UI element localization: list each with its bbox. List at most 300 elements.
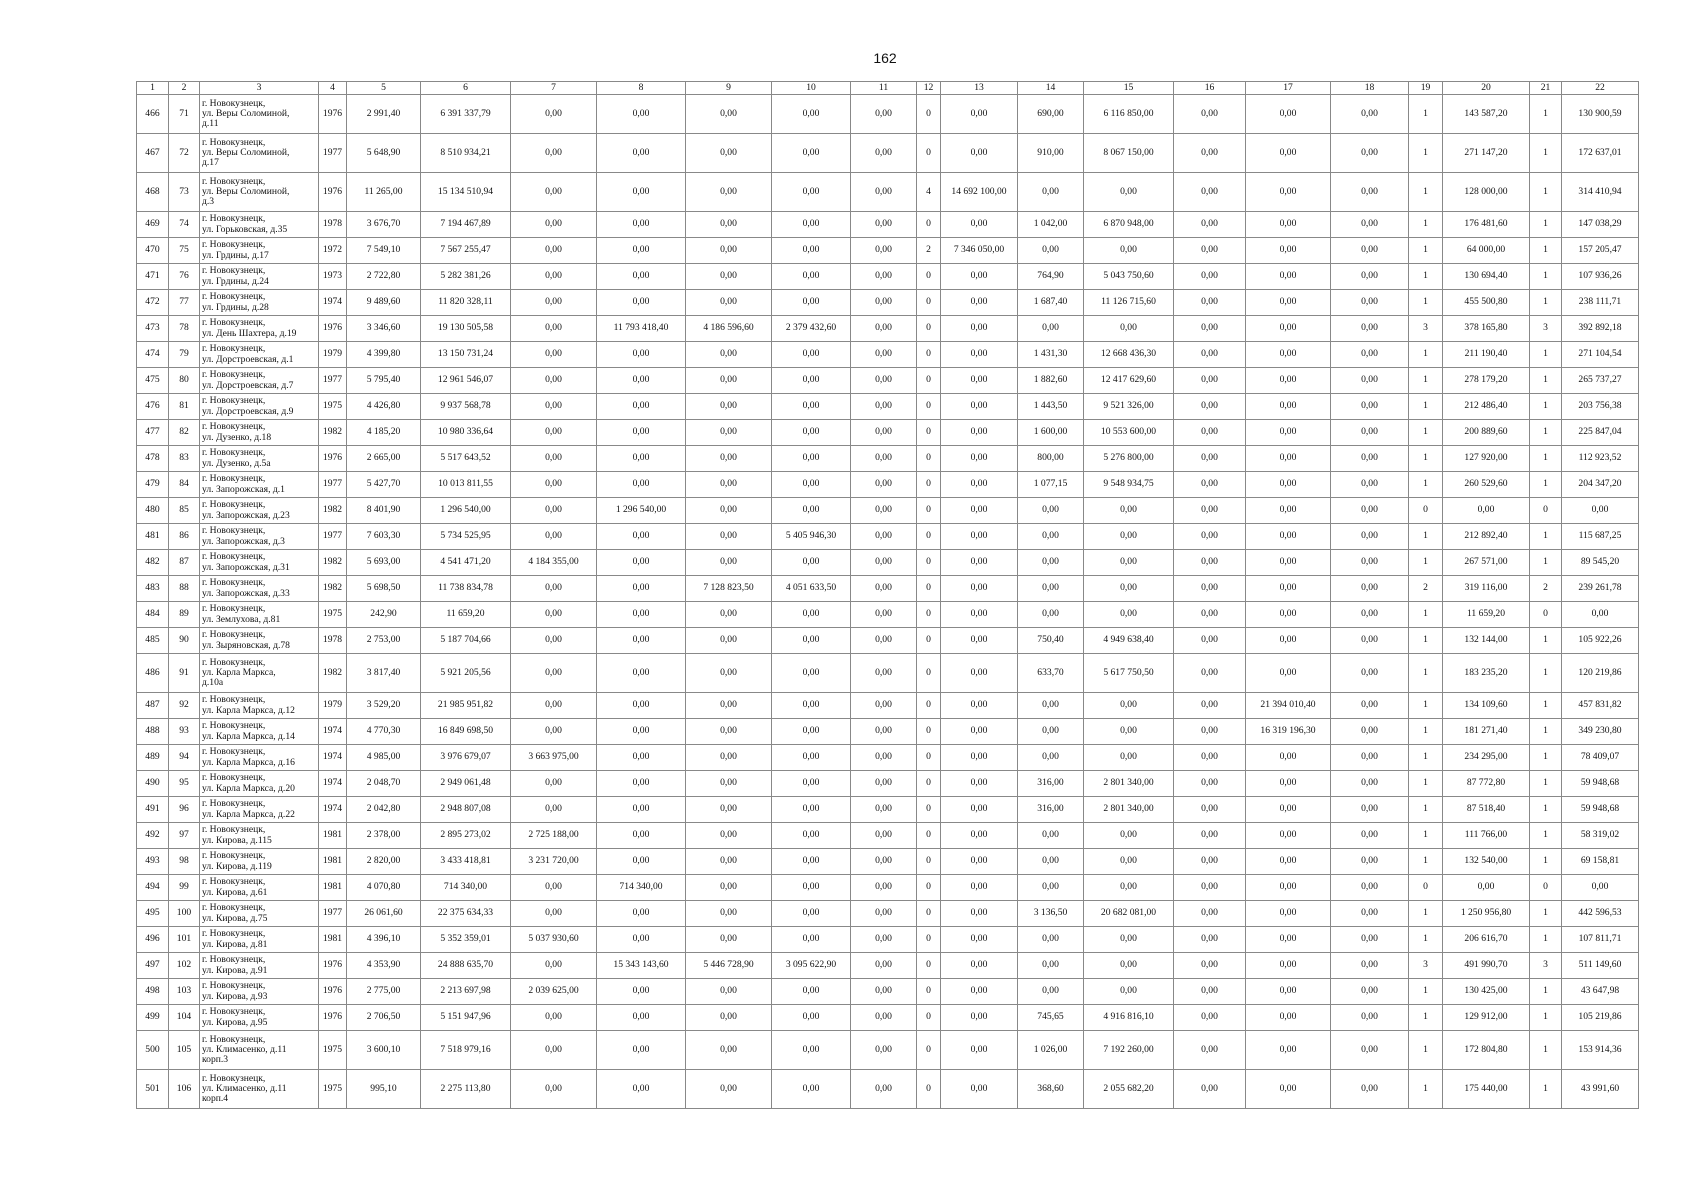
table-cell: 0,00 bbox=[941, 550, 1018, 576]
table-cell: 0,00 bbox=[941, 368, 1018, 394]
table-cell: 1 bbox=[1409, 368, 1443, 394]
table-cell: 93 bbox=[169, 719, 200, 745]
table-cell: 0,00 bbox=[511, 654, 597, 693]
table-cell: 1 bbox=[1530, 342, 1562, 368]
table-cell: 0,00 bbox=[772, 472, 851, 498]
table-cell: 1981 bbox=[319, 927, 347, 953]
address-cell: г. Новокузнецк, ул. Веры Соломиной, д.3 bbox=[200, 173, 319, 212]
table-row bbox=[137, 342, 1639, 368]
table-cell: 0,00 bbox=[597, 576, 686, 602]
table-cell: 1 250 956,80 bbox=[1443, 901, 1530, 927]
table-cell: 107 811,71 bbox=[1562, 927, 1639, 953]
table-cell: 0,00 bbox=[1246, 212, 1331, 238]
column-number: 11 bbox=[851, 82, 917, 95]
table-cell: 0,00 bbox=[772, 368, 851, 394]
address-cell: г. Новокузнецк, ул. Дорстроевская, д.9 bbox=[200, 394, 319, 420]
table-cell: 77 bbox=[169, 290, 200, 316]
table-cell: 1 882,60 bbox=[1018, 368, 1084, 394]
table-cell: 1 bbox=[1409, 979, 1443, 1005]
column-number: 22 bbox=[1562, 82, 1639, 95]
table-cell: 0,00 bbox=[1018, 927, 1084, 953]
table-cell: 910,00 bbox=[1018, 134, 1084, 173]
table-cell: 0 bbox=[917, 446, 941, 472]
table-cell: 1 bbox=[1409, 264, 1443, 290]
table-cell: 0,00 bbox=[941, 797, 1018, 823]
address-cell: г. Новокузнецк, ул. Климасенко, д.11 корп.4 bbox=[200, 1070, 319, 1109]
table-cell: 4 399,80 bbox=[347, 342, 421, 368]
table-cell: 11 793 418,40 bbox=[597, 316, 686, 342]
table-cell: 2 820,00 bbox=[347, 849, 421, 875]
address-cell: г. Новокузнецк, ул. Кирова, д.119 bbox=[200, 849, 319, 875]
table-cell: 11 738 834,78 bbox=[421, 576, 511, 602]
table-cell: 1 296 540,00 bbox=[597, 498, 686, 524]
table-cell: 0,00 bbox=[1246, 602, 1331, 628]
table-row bbox=[137, 290, 1639, 316]
table-cell: 0,00 bbox=[1018, 602, 1084, 628]
table-cell: 0 bbox=[917, 719, 941, 745]
table-cell: 0,00 bbox=[1084, 823, 1174, 849]
table-cell: 1 bbox=[1409, 849, 1443, 875]
column-number: 14 bbox=[1018, 82, 1084, 95]
table-cell: 442 596,53 bbox=[1562, 901, 1639, 927]
table-cell: 81 bbox=[169, 394, 200, 420]
table-cell: 0,00 bbox=[597, 472, 686, 498]
table-cell: 147 038,29 bbox=[1562, 212, 1639, 238]
table-cell: 0,00 bbox=[1331, 550, 1409, 576]
column-number: 2 bbox=[169, 82, 200, 95]
table-cell: 0,00 bbox=[941, 95, 1018, 134]
table-row bbox=[137, 264, 1639, 290]
table-cell: 1976 bbox=[319, 1005, 347, 1031]
table-cell: 497 bbox=[137, 953, 169, 979]
table-cell: 0 bbox=[917, 576, 941, 602]
table-cell: 0,00 bbox=[1246, 342, 1331, 368]
table-cell: 5 795,40 bbox=[347, 368, 421, 394]
table-cell: 0 bbox=[917, 875, 941, 901]
table-cell: 1 bbox=[1530, 550, 1562, 576]
table-row bbox=[137, 979, 1639, 1005]
table-cell: 3 346,60 bbox=[347, 316, 421, 342]
address-cell: г. Новокузнецк, ул. Землухова, д.81 bbox=[200, 602, 319, 628]
table-cell: 1979 bbox=[319, 693, 347, 719]
table-cell: 0,00 bbox=[941, 693, 1018, 719]
table-cell: 2 275 113,80 bbox=[421, 1070, 511, 1109]
table-cell: 1 bbox=[1530, 420, 1562, 446]
table-cell: 5 276 800,00 bbox=[1084, 446, 1174, 472]
table-cell: 0,00 bbox=[1331, 173, 1409, 212]
table-cell: 26 061,60 bbox=[347, 901, 421, 927]
table-cell: 0,00 bbox=[1018, 875, 1084, 901]
address-cell: г. Новокузнецк, ул. Веры Соломиной, д.11 bbox=[200, 95, 319, 134]
table-cell: 0,00 bbox=[686, 823, 772, 849]
table-cell: 4 070,80 bbox=[347, 875, 421, 901]
table-cell: 43 647,98 bbox=[1562, 979, 1639, 1005]
table-cell: 2 055 682,20 bbox=[1084, 1070, 1174, 1109]
table-cell: 200 889,60 bbox=[1443, 420, 1530, 446]
table-cell: 73 bbox=[169, 173, 200, 212]
table-cell: 0,00 bbox=[1331, 953, 1409, 979]
table-cell: 3 817,40 bbox=[347, 654, 421, 693]
table-cell: 1 bbox=[1409, 342, 1443, 368]
table-cell: 501 bbox=[137, 1070, 169, 1109]
column-number: 10 bbox=[772, 82, 851, 95]
table-cell: 0,00 bbox=[1174, 1005, 1246, 1031]
table-cell: 0,00 bbox=[941, 290, 1018, 316]
table-cell: 2 bbox=[1530, 576, 1562, 602]
table-cell: 0,00 bbox=[597, 1031, 686, 1070]
table-cell: 1 bbox=[1409, 550, 1443, 576]
table-cell: 0,00 bbox=[1331, 212, 1409, 238]
table-cell: 58 319,02 bbox=[1562, 823, 1639, 849]
table-cell: 5 734 525,95 bbox=[421, 524, 511, 550]
table-cell: 78 bbox=[169, 316, 200, 342]
table-cell: 234 295,00 bbox=[1443, 745, 1530, 771]
column-number: 21 bbox=[1530, 82, 1562, 95]
table-cell: 0,00 bbox=[772, 927, 851, 953]
table-cell: 0,00 bbox=[1331, 368, 1409, 394]
table-cell: 0,00 bbox=[1331, 979, 1409, 1005]
table-cell: 1 bbox=[1409, 1031, 1443, 1070]
table-cell: 1 bbox=[1530, 524, 1562, 550]
column-number: 13 bbox=[941, 82, 1018, 95]
table-cell: 0,00 bbox=[772, 1031, 851, 1070]
table-cell: 97 bbox=[169, 823, 200, 849]
table-cell: 0,00 bbox=[1018, 576, 1084, 602]
address-cell: г. Новокузнецк, ул. Кирова, д.91 bbox=[200, 953, 319, 979]
table-cell: 1 bbox=[1530, 797, 1562, 823]
table-cell: 0,00 bbox=[1331, 95, 1409, 134]
column-number: 20 bbox=[1443, 82, 1530, 95]
table-cell: 107 936,26 bbox=[1562, 264, 1639, 290]
table-cell: 0,00 bbox=[772, 797, 851, 823]
table-cell: 0,00 bbox=[597, 394, 686, 420]
table-cell: 4 bbox=[917, 173, 941, 212]
table-cell: 74 bbox=[169, 212, 200, 238]
table-cell: 128 000,00 bbox=[1443, 173, 1530, 212]
table-cell: 1 bbox=[1530, 173, 1562, 212]
table-cell: 0,00 bbox=[511, 628, 597, 654]
table-cell: 494 bbox=[137, 875, 169, 901]
table-cell: 2 213 697,98 bbox=[421, 979, 511, 1005]
column-number: 8 bbox=[597, 82, 686, 95]
table-cell: 143 587,20 bbox=[1443, 95, 1530, 134]
table-cell: 1 bbox=[1409, 95, 1443, 134]
table-cell: 0,00 bbox=[1331, 498, 1409, 524]
table-cell: 0,00 bbox=[1174, 173, 1246, 212]
table-cell: 0,00 bbox=[941, 654, 1018, 693]
table-cell: 11 126 715,60 bbox=[1084, 290, 1174, 316]
table-cell: 0,00 bbox=[1331, 472, 1409, 498]
table-cell: 82 bbox=[169, 420, 200, 446]
table-cell: 4 770,30 bbox=[347, 719, 421, 745]
table-cell: 0,00 bbox=[1174, 342, 1246, 368]
table-cell: 0,00 bbox=[686, 238, 772, 264]
table-cell: 5 282 381,26 bbox=[421, 264, 511, 290]
table-cell: 1 bbox=[1409, 602, 1443, 628]
table-cell: 0,00 bbox=[1331, 446, 1409, 472]
table-cell: 8 067 150,00 bbox=[1084, 134, 1174, 173]
table-cell: 96 bbox=[169, 797, 200, 823]
table-cell: 0,00 bbox=[1018, 550, 1084, 576]
table-cell: 0,00 bbox=[1246, 368, 1331, 394]
table-cell: 0,00 bbox=[851, 472, 917, 498]
table-cell: 690,00 bbox=[1018, 95, 1084, 134]
table-cell: 0,00 bbox=[686, 212, 772, 238]
table-cell: 0,00 bbox=[772, 498, 851, 524]
table-cell: 0 bbox=[917, 901, 941, 927]
table-cell: 129 912,00 bbox=[1443, 1005, 1530, 1031]
table-cell: 0,00 bbox=[1562, 498, 1639, 524]
table-cell: 0,00 bbox=[851, 953, 917, 979]
table-cell: 1978 bbox=[319, 628, 347, 654]
table-cell: 204 347,20 bbox=[1562, 472, 1639, 498]
table-cell: 455 500,80 bbox=[1443, 290, 1530, 316]
table-cell: 316,00 bbox=[1018, 771, 1084, 797]
table-cell: 21 394 010,40 bbox=[1246, 693, 1331, 719]
table-cell: 0,00 bbox=[851, 927, 917, 953]
table-cell: 24 888 635,70 bbox=[421, 953, 511, 979]
table-cell: 0,00 bbox=[1246, 797, 1331, 823]
table-cell: 0,00 bbox=[1246, 1005, 1331, 1031]
table-cell: 0,00 bbox=[686, 771, 772, 797]
table-cell: 0,00 bbox=[511, 420, 597, 446]
table-cell: 1 bbox=[1530, 446, 1562, 472]
address-cell: г. Новокузнецк, ул. Кирова, д.93 bbox=[200, 979, 319, 1005]
column-number-row bbox=[137, 82, 1639, 95]
table-cell: 0,00 bbox=[686, 394, 772, 420]
table-cell: 0,00 bbox=[1331, 628, 1409, 654]
table-cell: 0,00 bbox=[1018, 316, 1084, 342]
table-cell: 12 961 546,07 bbox=[421, 368, 511, 394]
column-number: 16 bbox=[1174, 82, 1246, 95]
table-cell: 0,00 bbox=[686, 875, 772, 901]
table-cell: 84 bbox=[169, 472, 200, 498]
table-cell: 0,00 bbox=[941, 394, 1018, 420]
table-cell: 0,00 bbox=[851, 316, 917, 342]
table-cell: 0,00 bbox=[686, 1070, 772, 1109]
table-cell: 2 039 625,00 bbox=[511, 979, 597, 1005]
table-cell: 0,00 bbox=[772, 95, 851, 134]
table-cell: 0,00 bbox=[597, 719, 686, 745]
table-cell: 1 bbox=[1530, 264, 1562, 290]
table-cell: 457 831,82 bbox=[1562, 693, 1639, 719]
table-cell: 0,00 bbox=[941, 576, 1018, 602]
table-cell: 225 847,04 bbox=[1562, 420, 1639, 446]
column-number: 3 bbox=[200, 82, 319, 95]
table-cell: 1 bbox=[1409, 1070, 1443, 1109]
table-cell: 486 bbox=[137, 654, 169, 693]
table-cell: 104 bbox=[169, 1005, 200, 1031]
table-cell: 392 892,18 bbox=[1562, 316, 1639, 342]
table-cell: 1 bbox=[1530, 849, 1562, 875]
table-cell: 130 900,59 bbox=[1562, 95, 1639, 134]
address-cell: г. Новокузнецк, ул. Запорожская, д.3 bbox=[200, 524, 319, 550]
table-cell: 2 706,50 bbox=[347, 1005, 421, 1031]
table-cell: 0 bbox=[917, 524, 941, 550]
column-number: 9 bbox=[686, 82, 772, 95]
table-cell: 0,00 bbox=[686, 1031, 772, 1070]
table-cell: 4 949 638,40 bbox=[1084, 628, 1174, 654]
address-cell: г. Новокузнецк, ул. Карла Маркса, д.20 bbox=[200, 771, 319, 797]
table-cell: 0,00 bbox=[686, 550, 772, 576]
table-row bbox=[137, 745, 1639, 771]
table-cell: 0,00 bbox=[1174, 719, 1246, 745]
table-cell: 480 bbox=[137, 498, 169, 524]
table-cell: 1 bbox=[1409, 420, 1443, 446]
table-cell: 2 895 273,02 bbox=[421, 823, 511, 849]
table-cell: 0,00 bbox=[1174, 290, 1246, 316]
table-cell: 476 bbox=[137, 394, 169, 420]
table-cell: 0,00 bbox=[511, 238, 597, 264]
table-cell: 4 396,10 bbox=[347, 927, 421, 953]
table-row bbox=[137, 212, 1639, 238]
table-cell: 78 409,07 bbox=[1562, 745, 1639, 771]
table-cell: 0 bbox=[1409, 875, 1443, 901]
table-cell: 211 190,40 bbox=[1443, 342, 1530, 368]
table-cell: 0,00 bbox=[1084, 875, 1174, 901]
table-cell: 0,00 bbox=[511, 901, 597, 927]
table-cell: 0,00 bbox=[1331, 693, 1409, 719]
table-cell: 7 346 050,00 bbox=[941, 238, 1018, 264]
table-cell: 2 775,00 bbox=[347, 979, 421, 1005]
table-cell: 91 bbox=[169, 654, 200, 693]
table-cell: 1 bbox=[1530, 693, 1562, 719]
table-cell: 0,00 bbox=[597, 368, 686, 394]
table-cell: 0,00 bbox=[597, 446, 686, 472]
table-cell: 0,00 bbox=[1018, 498, 1084, 524]
table-cell: 1 077,15 bbox=[1018, 472, 1084, 498]
table-cell: 0 bbox=[917, 264, 941, 290]
table-cell: 0,00 bbox=[851, 95, 917, 134]
table-cell: 0,00 bbox=[597, 693, 686, 719]
table-cell: 15 343 143,60 bbox=[597, 953, 686, 979]
table-cell: 0,00 bbox=[851, 576, 917, 602]
table-cell: 0,00 bbox=[1174, 849, 1246, 875]
table-cell: 378 165,80 bbox=[1443, 316, 1530, 342]
table-cell: 0,00 bbox=[941, 849, 1018, 875]
table-cell: 0,00 bbox=[511, 394, 597, 420]
table-cell: 0,00 bbox=[1246, 134, 1331, 173]
table-cell: 1981 bbox=[319, 875, 347, 901]
table-cell: 0,00 bbox=[1246, 628, 1331, 654]
table-cell: 1982 bbox=[319, 420, 347, 446]
table-cell: 43 991,60 bbox=[1562, 1070, 1639, 1109]
table-cell: 16 849 698,50 bbox=[421, 719, 511, 745]
table-cell: 7 128 823,50 bbox=[686, 576, 772, 602]
table-cell: 0,00 bbox=[851, 719, 917, 745]
table-cell: 212 892,40 bbox=[1443, 524, 1530, 550]
table-row bbox=[137, 95, 1639, 134]
table-cell: 0,00 bbox=[1246, 420, 1331, 446]
table-cell: 0 bbox=[917, 290, 941, 316]
table-cell: 206 616,70 bbox=[1443, 927, 1530, 953]
table-cell: 0,00 bbox=[772, 446, 851, 472]
table-cell: 0,00 bbox=[1084, 173, 1174, 212]
table-cell: 0,00 bbox=[686, 95, 772, 134]
table-cell: 5 427,70 bbox=[347, 472, 421, 498]
table-cell: 0,00 bbox=[1174, 797, 1246, 823]
table-cell: 0,00 bbox=[686, 173, 772, 212]
table-cell: 92 bbox=[169, 693, 200, 719]
table-cell: 0,00 bbox=[851, 693, 917, 719]
table-cell: 0,00 bbox=[772, 1070, 851, 1109]
table-row bbox=[137, 1005, 1639, 1031]
table-cell: 0,00 bbox=[511, 693, 597, 719]
table-cell: 238 111,71 bbox=[1562, 290, 1639, 316]
column-number: 1 bbox=[137, 82, 169, 95]
table-cell: 0 bbox=[1530, 875, 1562, 901]
table-cell: 89 bbox=[169, 602, 200, 628]
table-row bbox=[137, 394, 1639, 420]
table-cell: 0,00 bbox=[511, 264, 597, 290]
table-cell: 0,00 bbox=[511, 342, 597, 368]
table-cell: 6 116 850,00 bbox=[1084, 95, 1174, 134]
table-cell: 0 bbox=[917, 602, 941, 628]
table-cell: 1 431,30 bbox=[1018, 342, 1084, 368]
table-cell: 0,00 bbox=[597, 745, 686, 771]
table-cell: 0,00 bbox=[1331, 927, 1409, 953]
table-cell: 3 663 975,00 bbox=[511, 745, 597, 771]
table-cell: 0,00 bbox=[851, 212, 917, 238]
address-cell: г. Новокузнецк, ул. Карла Маркса, д.14 bbox=[200, 719, 319, 745]
table-cell: 0,00 bbox=[851, 979, 917, 1005]
table-cell: 3 529,20 bbox=[347, 693, 421, 719]
table-cell: 1974 bbox=[319, 719, 347, 745]
table-cell: 175 440,00 bbox=[1443, 1070, 1530, 1109]
table-cell: 1976 bbox=[319, 316, 347, 342]
table-cell: 0,00 bbox=[1084, 316, 1174, 342]
table-cell: 4 051 633,50 bbox=[772, 576, 851, 602]
table-cell: 995,10 bbox=[347, 1070, 421, 1109]
address-cell: г. Новокузнецк, ул. Запорожская, д.33 bbox=[200, 576, 319, 602]
table-cell: 2 bbox=[917, 238, 941, 264]
table-cell: 183 235,20 bbox=[1443, 654, 1530, 693]
table-cell: 0,00 bbox=[941, 823, 1018, 849]
table-cell: 0 bbox=[917, 316, 941, 342]
table-cell: 0,00 bbox=[1331, 719, 1409, 745]
table-cell: 0,00 bbox=[772, 771, 851, 797]
table-cell: 489 bbox=[137, 745, 169, 771]
table-cell: 0,00 bbox=[941, 771, 1018, 797]
table-cell: 1977 bbox=[319, 368, 347, 394]
table-cell: 0,00 bbox=[1084, 524, 1174, 550]
table-cell: 0,00 bbox=[851, 394, 917, 420]
table-row bbox=[137, 953, 1639, 979]
table-cell: 0,00 bbox=[1084, 719, 1174, 745]
table-cell: 496 bbox=[137, 927, 169, 953]
address-cell: г. Новокузнецк, ул. Климасенко, д.11 корп.3 bbox=[200, 1031, 319, 1070]
table-cell: 478 bbox=[137, 446, 169, 472]
table-cell: 4 541 471,20 bbox=[421, 550, 511, 576]
table-cell: 9 521 326,00 bbox=[1084, 394, 1174, 420]
table-cell: 0,00 bbox=[851, 342, 917, 368]
table-cell: 11 659,20 bbox=[421, 602, 511, 628]
table-row bbox=[137, 654, 1639, 693]
table-cell: 3 bbox=[1409, 316, 1443, 342]
table-cell: 0,00 bbox=[511, 446, 597, 472]
column-number: 4 bbox=[319, 82, 347, 95]
table-cell: 0,00 bbox=[1331, 134, 1409, 173]
table-cell: 0,00 bbox=[941, 875, 1018, 901]
table-cell: 2 991,40 bbox=[347, 95, 421, 134]
table-cell: 59 948,68 bbox=[1562, 797, 1639, 823]
table-cell: 511 149,60 bbox=[1562, 953, 1639, 979]
column-number: 15 bbox=[1084, 82, 1174, 95]
table-cell: 0,00 bbox=[851, 602, 917, 628]
table-cell: 474 bbox=[137, 342, 169, 368]
table-cell: 0,00 bbox=[1174, 212, 1246, 238]
table-cell: 172 637,01 bbox=[1562, 134, 1639, 173]
